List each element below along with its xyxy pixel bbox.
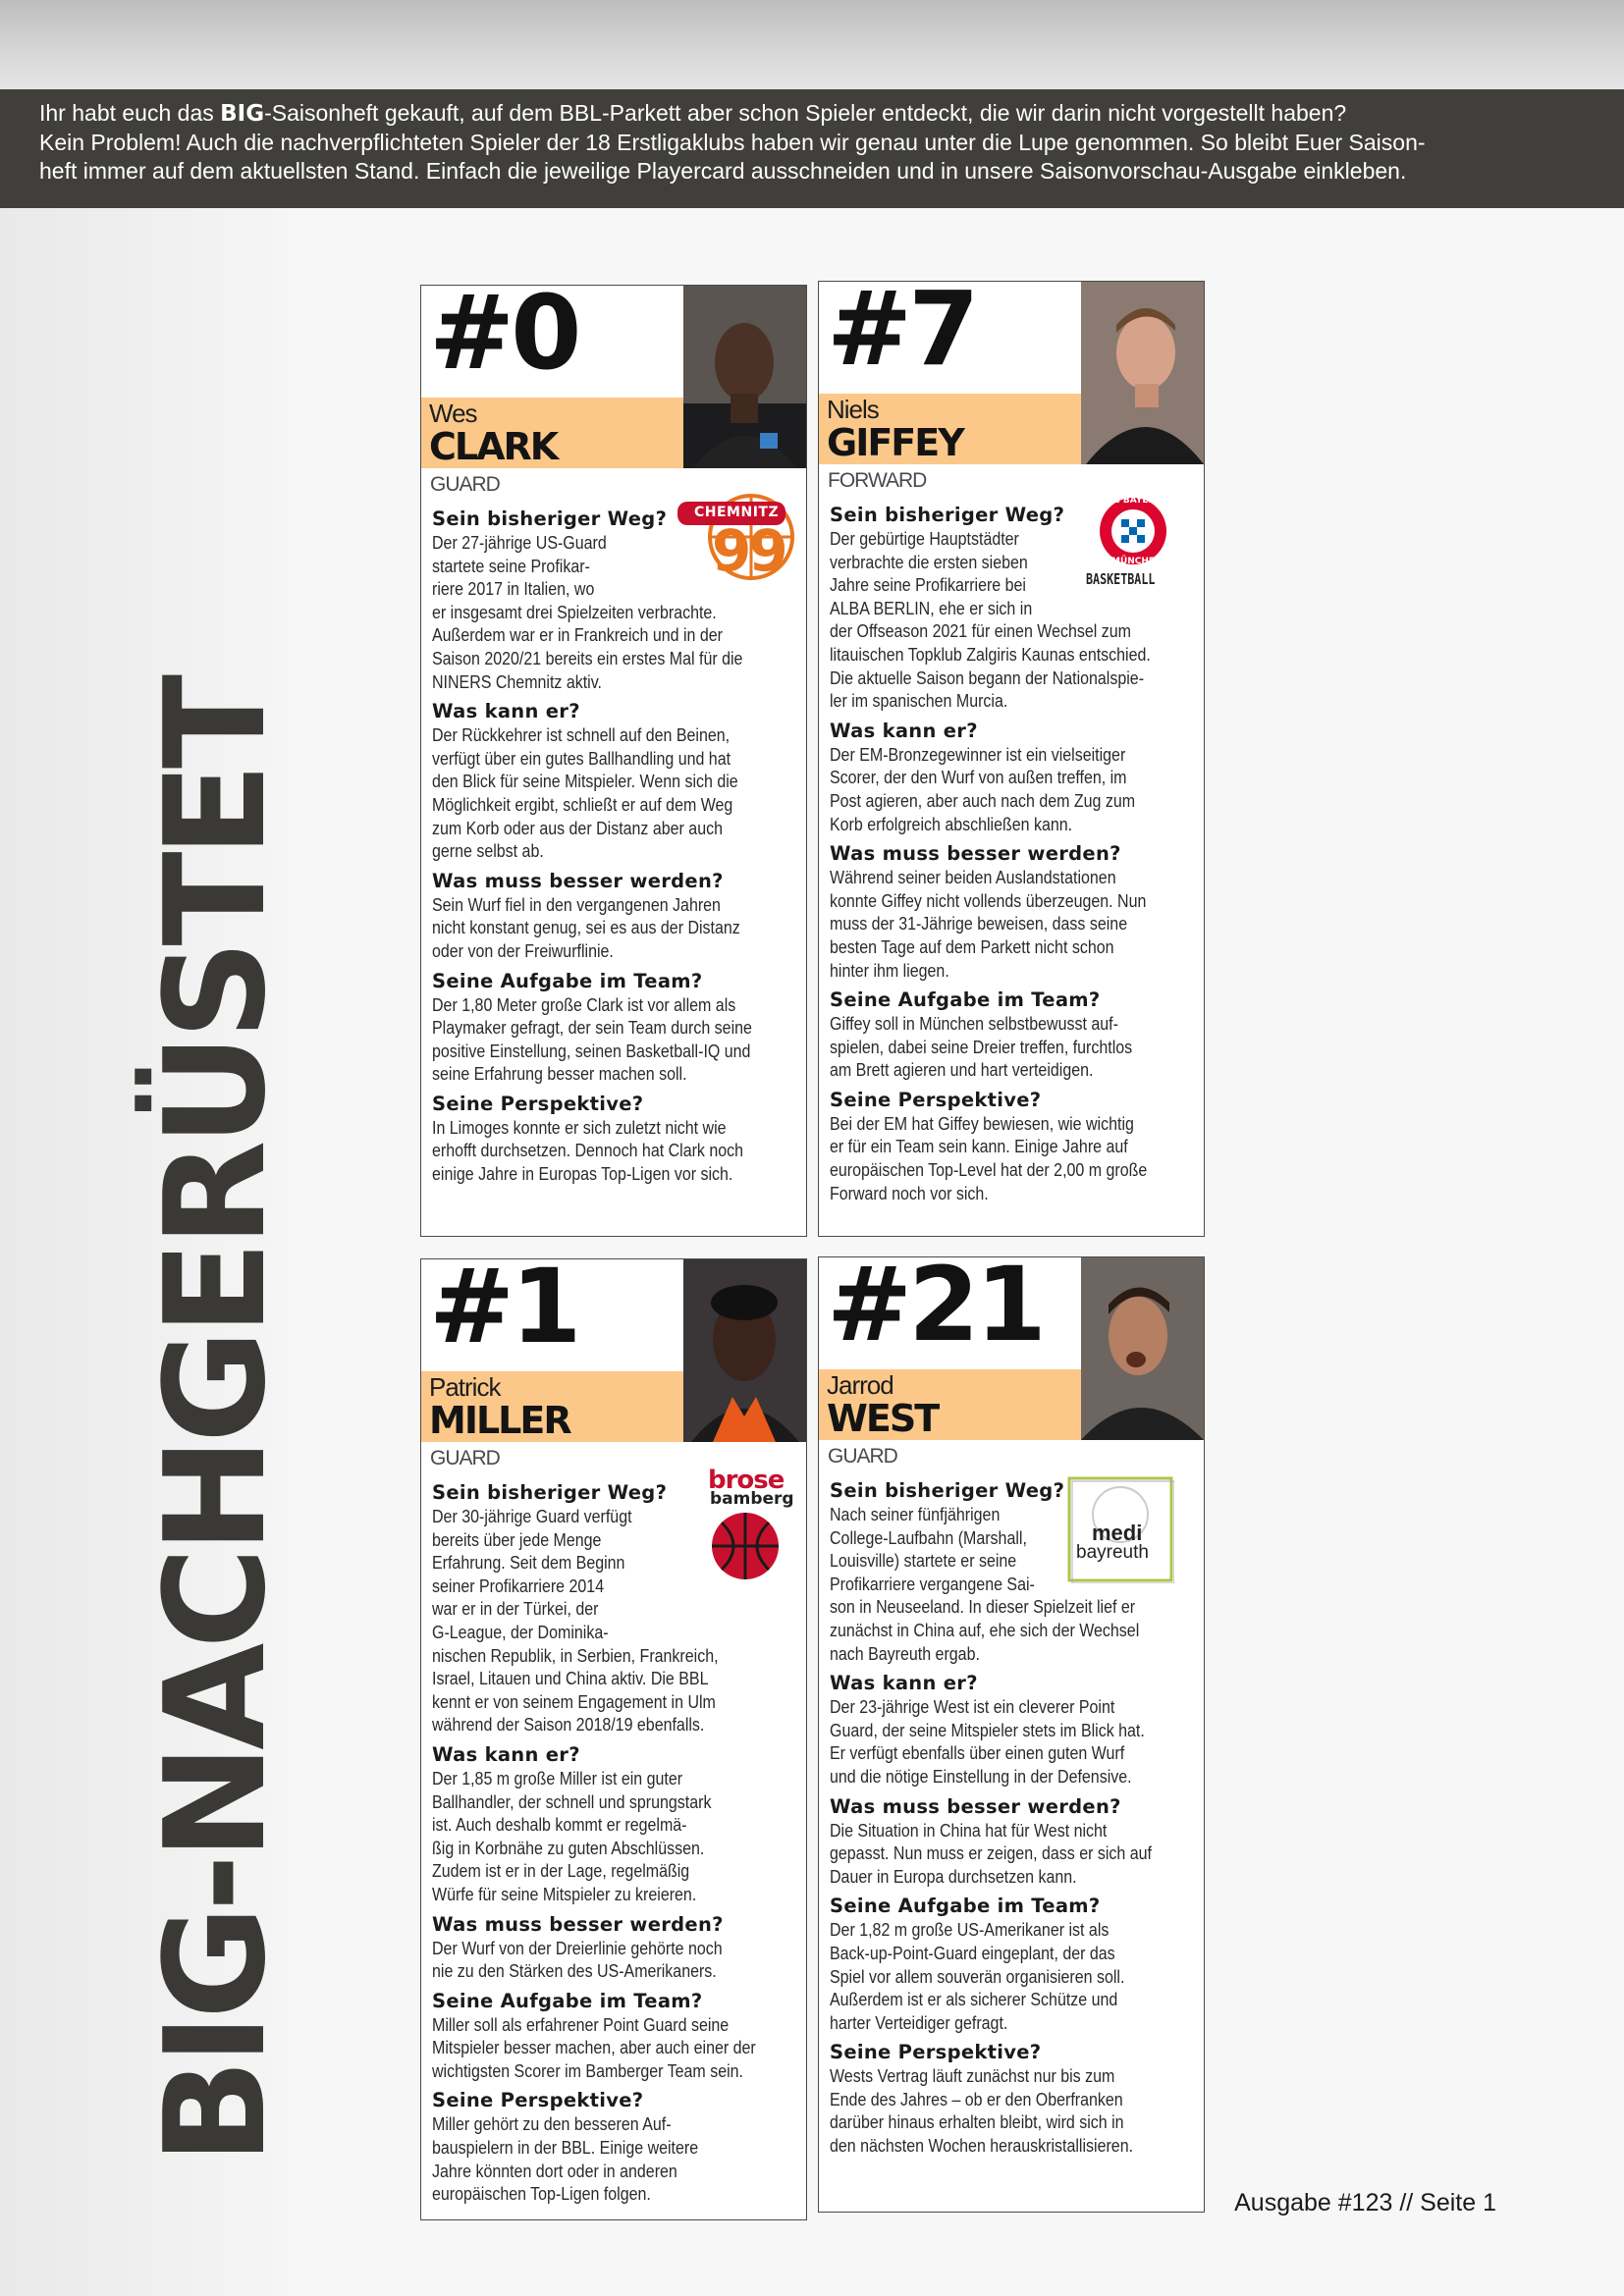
answer-line: Ballhandler, der schnell und sprungstark [432, 1790, 712, 1812]
answer-line: der Offseason 2021 für einen Wechsel zum [830, 620, 1131, 642]
section-question: Seine Perspektive? [432, 2089, 644, 2112]
answer-line: nie zu den Stärken des US-Amerikaners. [432, 1960, 717, 1982]
top-gradient [0, 0, 1624, 93]
section-answer [432, 723, 799, 863]
answer-line: Die Situation in China hat für West nicht [830, 1819, 1108, 1841]
answer-line: Der 1,82 m große US-Amerikaner ist als [830, 1919, 1110, 1941]
section-question: Sein bisheriger Weg? [432, 1481, 668, 1504]
answer-line: verfügt über ein gutes Ballhandling und hat [432, 747, 731, 769]
player-photo [1081, 282, 1204, 464]
answer-line: In Limoges konnte er sich zuletzt nicht wie [432, 1116, 727, 1138]
section-question: Seine Aufgabe im Team? [830, 988, 1101, 1012]
intro-line-1: Ihr habt euch das BIG-Saisonheft gekauft, auf dem BBL-Parkett aber schon Spieler entdeckt, die wir darin nicht vorgestellt haben? [39, 100, 1347, 127]
section-answer [830, 1503, 1197, 1665]
answer-line: ALBA BERLIN, ehe er sich in [830, 597, 1033, 618]
answer-line: Er verfügt ebenfalls über einen guten Wurf [830, 1742, 1125, 1764]
answer-line: am Brett agieren und hart verteidigen. [830, 1059, 1094, 1081]
section-question: Was kann er? [432, 700, 580, 723]
answer-line: litauischen Topklub Zalgiris Kaunas entschied. [830, 643, 1151, 665]
logo-text: bayreuth [1076, 1542, 1149, 1563]
answer-line: bereits über jede Menge [432, 1528, 602, 1550]
side-title: BIG-NACHGERÜSTET [135, 679, 297, 2164]
answer-line: Würfe für seine Mitspieler zu kreieren. [432, 1883, 697, 1904]
section-answer [830, 1695, 1197, 1788]
answer-line: ler im spanischen Murcia. [830, 690, 1008, 712]
first-name: Jarrod [827, 1370, 893, 1400]
answer-line: zunächst in China auf, ehe sich der Wechsel [830, 1619, 1140, 1640]
player-position: GUARD [430, 473, 500, 496]
section-answer [432, 2112, 799, 2205]
logo-text: FC BAYERN [1108, 496, 1163, 506]
section-answer [830, 1112, 1197, 1204]
answer-line: seine Erfahrung besser machen soll. [432, 1063, 687, 1085]
answer-line: Dauer in Europa durchsetzen kann. [830, 1865, 1077, 1887]
answer-line: Die aktuelle Saison begann der Nationalspie- [830, 667, 1145, 688]
answer-line: Jahre könnten dort oder in anderen [432, 2160, 677, 2181]
answer-line: nischen Republik, in Serbien, Frankreich, [432, 1644, 719, 1666]
answer-line: G-League, der Dominika- [432, 1621, 609, 1642]
answer-line: und die nötige Einstellung in der Defensive. [830, 1765, 1132, 1787]
answer-line: Der 27-jährige US-Guard [432, 532, 607, 553]
answer-line: oder von der Freiwurflinie. [432, 939, 614, 961]
answer-line: besten Tage auf dem Parkett nicht schon [830, 935, 1114, 957]
logo-text: BASKETBALL [1086, 570, 1156, 588]
section-question: Was kann er? [830, 1672, 978, 1695]
answer-line: harter Verteidiger gefragt. [830, 2011, 1008, 2033]
answer-line: Wests Vertrag läuft zunächst nur bis zum [830, 2065, 1115, 2087]
answer-line: Erfahrung. Seit dem Beginn [432, 1552, 625, 1574]
player-position: GUARD [430, 1447, 500, 1469]
section-answer [830, 743, 1197, 835]
player-number: #7 [827, 269, 976, 389]
answer-line: College-Laufbahn (Marshall, [830, 1526, 1027, 1548]
section-answer [830, 866, 1197, 982]
answer-line: bauspielern in der BBL. Einige weitere [432, 2137, 699, 2159]
section-question: Was muss besser werden? [830, 1794, 1121, 1818]
section-answer [432, 993, 799, 1086]
answer-line: Giffey soll in München selbstbewusst auf- [830, 1013, 1118, 1035]
answer-line: Spiel vor allem souverän organisieren soll. [830, 1965, 1125, 1987]
player-position: FORWARD [828, 469, 927, 492]
answer-line: den nächsten Wochen herauskristallisieren. [830, 2135, 1134, 2157]
answer-line: er insgesamt drei Spielzeiten verbrachte. [432, 601, 717, 622]
page-footer: Ausgabe #123 // Seite 1 [1234, 2189, 1496, 2216]
section-question: Was kann er? [432, 1742, 580, 1766]
player-photo [683, 1259, 806, 1442]
section-answer [830, 1012, 1197, 1082]
section-question: Was kann er? [830, 719, 978, 742]
player-number: #0 [429, 273, 578, 393]
answer-line: einige Jahre in Europas Top-Ligen vor sich. [432, 1163, 733, 1185]
last-name: GIFFEY [827, 421, 963, 464]
logo-text: CHEMNITZ [694, 505, 780, 520]
section-question: Seine Aufgabe im Team? [830, 1895, 1101, 1918]
last-name: MILLER [429, 1399, 570, 1442]
logo-text: brose [708, 1466, 785, 1495]
section-answer [830, 527, 1197, 713]
answer-line: kennt er von seinem Engagement in Ulm [432, 1690, 716, 1712]
answer-line: Außerdem ist er als sicherer Schütze und [830, 1989, 1118, 2010]
answer-line: Der 1,85 m große Miller ist ein guter [432, 1767, 683, 1789]
player-photo [683, 286, 806, 468]
answer-line: Miller gehört zu den besseren Auf- [432, 2113, 672, 2135]
section-question: Seine Aufgabe im Team? [432, 1989, 703, 2012]
answer-line: zum Korb oder aus der Distanz aber auch [432, 817, 723, 838]
answer-line: son in Neuseeland. In dieser Spielzeit lief er [830, 1596, 1136, 1618]
intro-line-3: heft immer auf dem aktuellsten Stand. Einfach die jeweilige Playercard ausschneiden und in unsere Saisonvorschau-Ausgabe einkleben. [39, 158, 1407, 184]
name-bar [421, 398, 684, 468]
answer-line: seiner Profikarriere 2014 [432, 1575, 605, 1596]
answer-line: Der 1,80 Meter große Clark ist vor allem als [432, 993, 736, 1015]
intro-line-2: Kein Problem! Auch die nachverpflichteten Spieler der 18 Erstligaklubs haben wir genau unter die Lupe genommen. So bleibt Euer Saison- [39, 130, 1426, 155]
answer-line: Back-up-Point-Guard eingeplant, der das [830, 1942, 1115, 1963]
answer-line: Der Rückkehrer ist schnell auf den Beinen, [432, 724, 731, 746]
first-name: Patrick [429, 1372, 501, 1402]
section-answer [830, 1819, 1197, 1889]
answer-line: Guard, der seine Mitspieler stets im Blick hat. [830, 1719, 1145, 1740]
answer-line: europäischen Top-Level hat der 2,00 m große [830, 1159, 1148, 1181]
logo-text: medi [1092, 1521, 1143, 1545]
player-photo [1081, 1257, 1204, 1440]
first-name: Wes [429, 399, 477, 428]
answer-line: darüber hinaus erhalten bleibt, wird sich in [830, 2111, 1124, 2133]
player-card-west [818, 1245, 1205, 2213]
player-card-giffey [818, 269, 1205, 1237]
answer-line: konnte Giffey nicht vollends überzeugen. Nun [830, 889, 1147, 911]
section-answer [432, 893, 799, 963]
answer-line: Ende des Jahres – ob er den Oberfranken [830, 2088, 1123, 2109]
answer-line: Post agieren, aber auch nach dem Zug zum [830, 789, 1136, 811]
answer-line: Miller soll als erfahrener Point Guard seine [432, 2013, 730, 2035]
answer-line: Forward noch vor sich. [830, 1182, 989, 1203]
section-question: Seine Aufgabe im Team? [432, 969, 703, 992]
section-question: Was muss besser werden? [432, 1912, 724, 1936]
section-question: Sein bisheriger Weg? [830, 1479, 1065, 1502]
answer-line: war er in der Türkei, der [432, 1598, 599, 1620]
section-answer [432, 1116, 799, 1186]
answer-line: startete seine Profikar- [432, 555, 590, 576]
section-question: Sein bisheriger Weg? [830, 504, 1065, 526]
section-question: Was muss besser werden? [830, 842, 1121, 866]
intro-banner [0, 89, 1624, 208]
logo-text: 99 [712, 517, 785, 584]
answer-line: Israel, Litauen und China aktiv. Die BBL [432, 1668, 709, 1689]
section-question: Seine Perspektive? [432, 1092, 644, 1115]
answer-line: während der Saison 2018/19 ebenfalls. [432, 1714, 705, 1735]
answer-line: verbrachte die ersten sieben [830, 551, 1028, 572]
answer-line: erhofft durchsetzen. Dennoch hat Clark noch [432, 1140, 744, 1161]
name-bar [819, 394, 1082, 464]
answer-line: Saison 2020/21 bereits ein erstes Mal für die [432, 647, 743, 668]
answer-line: ist. Auch deshalb kommt er regelmä- [432, 1814, 687, 1836]
answer-line: gepasst. Nun muss er zeigen, dass er sich auf [830, 1842, 1152, 1864]
last-name: CLARK [429, 425, 558, 468]
answer-line: Playmaker gefragt, der sein Team durch seine [432, 1017, 752, 1039]
big-logo-text: BIG [220, 101, 265, 127]
player-text [432, 507, 800, 1192]
section-answer [432, 1937, 799, 1983]
answer-line: hinter ihm liegen. [830, 959, 949, 981]
answer-line: NINERS Chemnitz aktiv. [432, 670, 602, 692]
section-answer [830, 1918, 1197, 2034]
logo-text: bamberg [710, 1489, 794, 1509]
answer-line: gerne selbst ab. [432, 840, 544, 862]
answer-line: den Blick für seine Mitspieler. Wenn sich die [432, 771, 738, 792]
answer-line: positive Einstellung, seinen Basketball-IQ und [432, 1040, 751, 1061]
answer-line: Mitspieler besser machen, aber auch einer der [432, 2037, 756, 2058]
answer-line: Zudem ist er in der Lage, regelmäßig [432, 1860, 690, 1882]
answer-line: Der gebürtige Hauptstädter [830, 528, 1019, 549]
answer-line: Der 30-jährige Guard verfügt [432, 1506, 632, 1526]
answer-line: spielen, dabei seine Dreier treffen, furchtlos [830, 1036, 1133, 1057]
answer-line: europäischen Top-Ligen folgen. [432, 2183, 651, 2205]
answer-line: Jahre seine Profikarriere bei [830, 574, 1026, 596]
player-text [432, 1480, 800, 2212]
player-text [830, 1478, 1198, 2163]
section-answer [432, 531, 799, 693]
player-card-miller [420, 1247, 807, 2220]
answer-line: nicht konstant genug, sei es aus der Distanz [432, 917, 740, 938]
answer-line: ßig in Korbnähe zu guten Abschlüssen. [432, 1837, 705, 1858]
section-answer [432, 1505, 799, 1736]
name-bar [819, 1369, 1082, 1440]
answer-line: Louisville) startete er seine [830, 1550, 1017, 1572]
answer-line: Profikarriere vergangene Sai- [830, 1573, 1035, 1594]
last-name: WEST [827, 1397, 939, 1440]
answer-line: Sein Wurf fiel in den vergangenen Jahren [432, 893, 721, 915]
answer-line: Der EM-Bronzegewinner ist ein vielseitiger [830, 743, 1126, 765]
section-question: Sein bisheriger Weg? [432, 507, 668, 530]
section-answer [432, 2013, 799, 2083]
answer-line: nach Bayreuth ergab. [830, 1642, 980, 1664]
answer-line: Außerdem war er in Frankreich und in der [432, 624, 723, 646]
first-name: Niels [827, 395, 879, 424]
section-answer [830, 2064, 1197, 2157]
answer-line: Korb erfolgreich abschließen kann. [830, 813, 1073, 834]
player-position: GUARD [828, 1445, 897, 1468]
name-bar [421, 1371, 684, 1442]
answer-line: wichtigsten Scorer im Bamberger Team sein. [432, 2059, 743, 2081]
answer-line: Der Wurf von der Dreierlinie gehörte noch [432, 1937, 723, 1958]
answer-line: Der 23-jährige West ist ein cleverer Point [830, 1696, 1115, 1718]
answer-line: riere 2017 in Italien, wo [432, 578, 595, 600]
answer-line: Möglichkeit ergibt, schließt er auf dem Weg [432, 793, 733, 815]
player-number: #21 [827, 1245, 1043, 1364]
section-question: Seine Perspektive? [830, 2041, 1042, 2064]
player-number: #1 [429, 1247, 578, 1366]
section-answer [432, 1767, 799, 1906]
section-question: Was muss besser werden? [432, 869, 724, 892]
answer-line: Scorer, der den Wurf von außen treffen, im [830, 767, 1127, 788]
player-text [830, 503, 1198, 1210]
answer-line: Bei der EM hat Giffey bewiesen, wie wichtig [830, 1112, 1134, 1134]
answer-line: Nach seiner fünfjährigen [830, 1504, 1001, 1524]
player-card-clark [420, 273, 807, 1237]
logo-text: MÜNCHEN [1111, 557, 1163, 566]
answer-line: muss der 31-Jährige beweisen, dass seine [830, 913, 1128, 934]
section-question: Seine Perspektive? [830, 1088, 1042, 1111]
answer-line: er für ein Team sein kann. Einige Jahre auf [830, 1136, 1128, 1157]
answer-line: Während seiner beiden Auslandstationen [830, 867, 1116, 888]
